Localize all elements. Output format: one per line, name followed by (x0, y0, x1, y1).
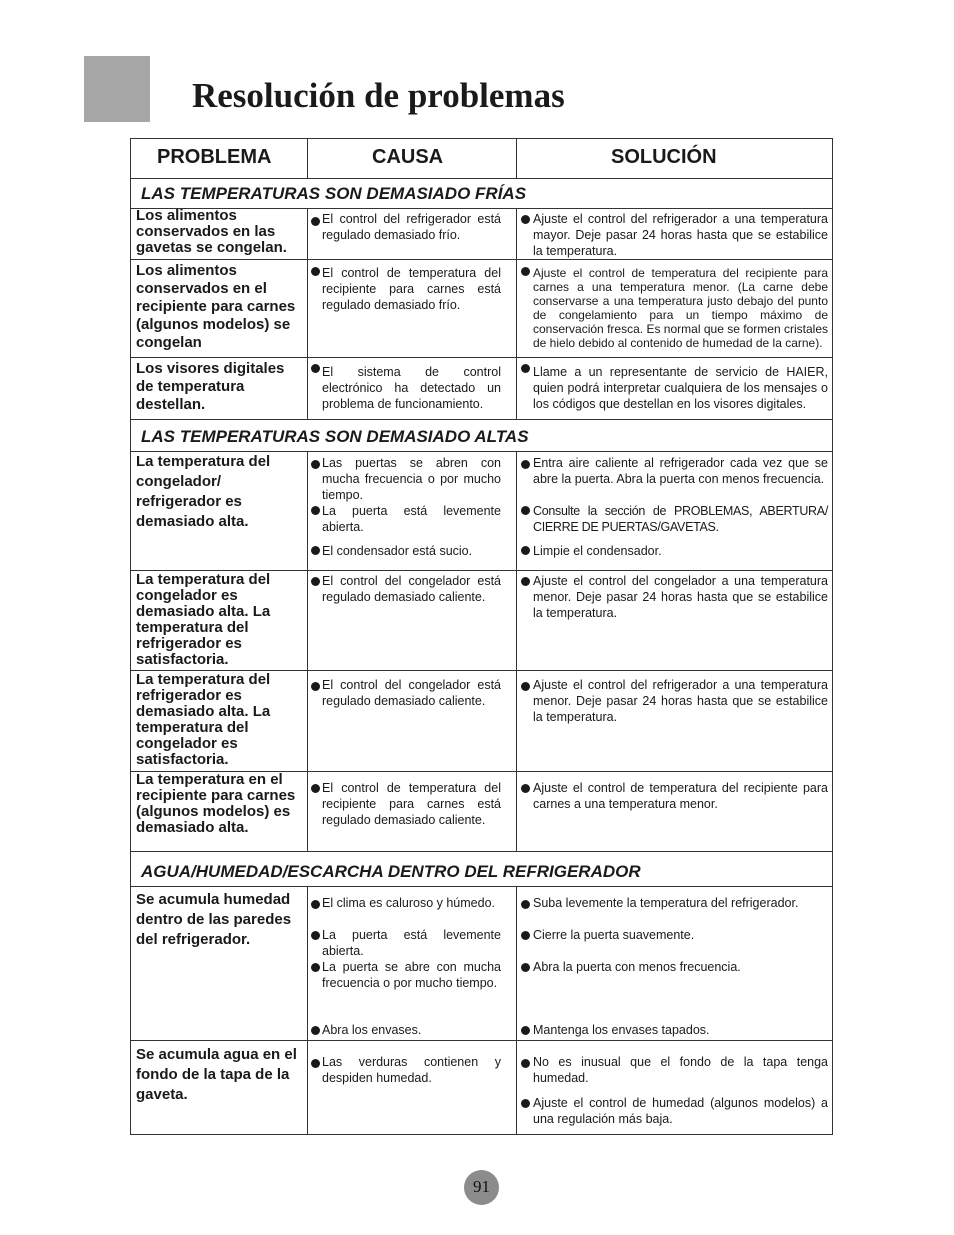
bullet-icon (521, 364, 530, 373)
header-problem: PROBLEMA (157, 146, 272, 168)
rule (131, 886, 832, 887)
bullet-icon (521, 460, 530, 469)
bullet-icon (521, 1099, 530, 1108)
bullet-icon (311, 1026, 320, 1035)
section-moisture: AGUA/HUMEDAD/ESCARCHA DENTRO DEL REFRIGERADOR (141, 862, 641, 881)
bullet-icon (311, 784, 320, 793)
bullet-icon (311, 546, 320, 555)
problem-text: Los alimentos conservados en las gavetas se congelan. (136, 207, 287, 256)
cause-text: La puerta se abre con mucha frecuencia o por mucho tiempo. (322, 960, 501, 990)
cause-text: El clima es caluroso y húmedo. (322, 896, 495, 910)
cause-text: El sistema de control electrónico ha detectado un problema de funcionamiento. (322, 365, 501, 411)
cause-text: Abra los envases. (322, 1023, 422, 1037)
problem-text: La temperatura del congelador/ refrigerador es demasiado alta. (136, 453, 271, 530)
solution-text: Ajuste el control de temperatura del recipiente para carnes a una temperatura menor. (533, 781, 828, 811)
page-number: 91 (464, 1170, 499, 1205)
solution-text: Llame a un representante de servicio de HAIER, quien podrá interpretar cualquiera de los mensajes o los códigos que destellan en los visores digitales. (533, 365, 828, 411)
bullet-icon (311, 364, 320, 373)
column-divider (307, 886, 308, 1134)
bullet-icon (521, 682, 530, 691)
solution-text: Cierre la puerta suavemente. (533, 928, 695, 942)
rule (131, 851, 832, 852)
cause-text: El control del refrigerador está regulado demasiado frío. (322, 212, 501, 242)
cause-text: Las puertas se abren con mucha frecuencia o por mucho tiempo. (322, 456, 501, 502)
rule (131, 178, 832, 179)
problem-text: Los visores digitales de temperatura destellan. (136, 360, 285, 413)
cause-text: El control del congelador está regulado demasiado caliente. (322, 678, 501, 708)
column-divider (516, 139, 517, 178)
header-solution: SOLUCIÓN (611, 146, 717, 168)
bullet-icon (521, 267, 530, 276)
bullet-icon (311, 267, 320, 276)
bullet-icon (521, 963, 530, 972)
bullet-icon (521, 546, 530, 555)
section-too-cold: LAS TEMPERATURAS SON DEMASIADO FRÍAS (141, 184, 527, 203)
solution-text: Mantenga los envases tapados. (533, 1023, 710, 1037)
corner-gray-block (84, 56, 150, 122)
bullet-icon (521, 1026, 530, 1035)
solution-text: Abra la puerta con menos frecuencia. (533, 960, 741, 974)
solution-text: Suba levemente la temperatura del refrigerador. (533, 896, 799, 910)
bullet-icon (311, 1059, 320, 1068)
problem-text: La temperatura del congelador es demasiado alta. La temperatura del refrigerador es satisfactoria. (136, 571, 271, 668)
rule (131, 419, 832, 420)
bullet-icon (311, 931, 320, 940)
bullet-icon (521, 784, 530, 793)
cause-text: El control del congelador está regulado demasiado caliente. (322, 574, 501, 604)
bullet-icon (311, 460, 320, 469)
solution-text: Ajuste el control del refrigerador a una temperatura mayor. Deje pasar 24 horas hasta que se estabilice la temperatura. (533, 212, 828, 258)
problem-text: Se acumula agua en el fondo de la tapa de la gaveta. (136, 1046, 297, 1103)
problem-text: La temperatura en el recipiente para carnes (algunos modelos) es demasiado alta. (136, 771, 296, 836)
column-divider (516, 451, 517, 851)
solution-text: Ajuste el control de temperatura del recipiente para carnes a una temperatura menor. (La carne debe conservarse a una temperatura justo debajo del punto de congelamiento para un tiempo máximo de conservación fresca. Es normal que se formen cristales de hielo debido al contenido de humedad de la carne). (533, 266, 828, 350)
solution-text: Ajuste el control de humedad (algunos modelos) a una regulación más baja. (533, 1096, 828, 1126)
problem-text: Los alimentos conservados en el recipiente para carnes (algunos modelos) se congelan (136, 262, 296, 351)
troubleshooting-table (130, 138, 833, 1135)
rule (131, 259, 832, 260)
column-divider (516, 886, 517, 1134)
column-divider (307, 208, 308, 419)
rule (131, 357, 832, 358)
page-title: Resolución de problemas (192, 76, 565, 115)
column-divider (307, 451, 308, 851)
cause-text: La puerta está levemente abierta. (322, 928, 501, 958)
cause-text: El control de temperatura del recipiente para carnes está regulado demasiado frío. (322, 266, 501, 312)
bullet-icon (311, 900, 320, 909)
bullet-icon (521, 215, 530, 224)
solution-text: Consulte la sección de PROBLEMAS, ABERTURA/ CIERRE DE PUERTAS/GAVETAS. (533, 504, 828, 534)
column-divider (307, 139, 308, 178)
bullet-icon (521, 1059, 530, 1068)
solution-text: No es inusual que el fondo de la tapa tenga humedad. (533, 1055, 828, 1085)
column-divider (516, 208, 517, 419)
bullet-icon (311, 963, 320, 972)
bullet-icon (311, 506, 320, 515)
solution-text: Entra aire caliente al refrigerador cada vez que se abre la puerta. Abra la puerta con menos frecuencia. (533, 456, 828, 486)
rule (131, 1040, 832, 1041)
bullet-icon (521, 577, 530, 586)
solution-text: Ajuste el control del congelador a una temperatura menor. Deje pasar 24 horas hasta que se estabilice la temperatura. (533, 574, 828, 620)
bullet-icon (311, 682, 320, 691)
cause-text: Las verduras contienen y despiden humedad. (322, 1055, 501, 1085)
cause-text: El control de temperatura del recipiente para carnes está regulado demasiado caliente. (322, 781, 501, 827)
solution-text: Limpie el condensador. (533, 544, 662, 558)
header-cause: CAUSA (372, 146, 444, 168)
bullet-icon (521, 931, 530, 940)
cause-text: La puerta está levemente abierta. (322, 504, 501, 534)
bullet-icon (521, 506, 530, 515)
bullet-icon (311, 217, 320, 226)
bullet-icon (521, 900, 530, 909)
section-too-warm: LAS TEMPERATURAS SON DEMASIADO ALTAS (141, 427, 529, 446)
bullet-icon (311, 577, 320, 586)
cause-text: El condensador está sucio. (322, 544, 473, 558)
problem-text: Se acumula humedad dentro de las paredes del refrigerador. (136, 891, 292, 948)
problem-text: La temperatura del refrigerador es demasiado alta. La temperatura del congelador es satisfactoria. (136, 671, 271, 768)
solution-text: Ajuste el control del refrigerador a una temperatura menor. Deje pasar 24 horas hasta que se estabilice la temperatura. (533, 678, 828, 724)
